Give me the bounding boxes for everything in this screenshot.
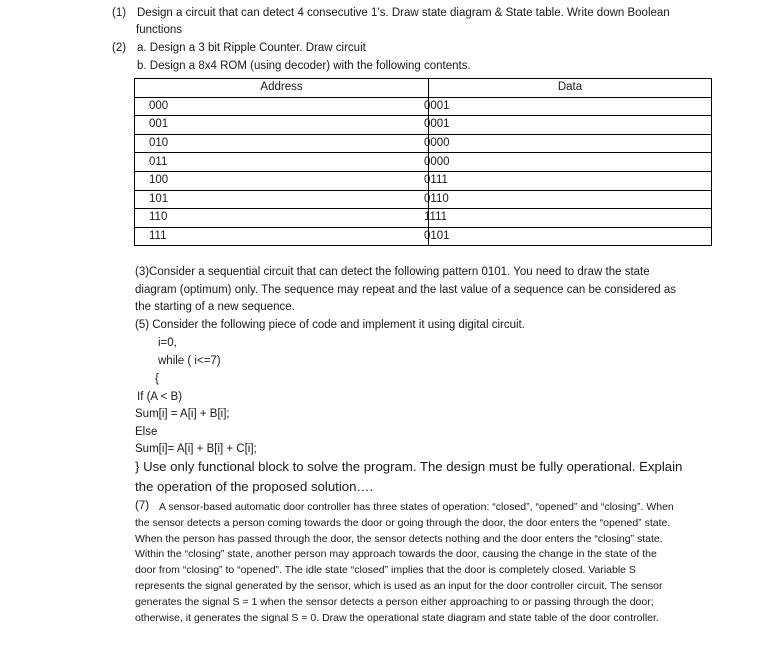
code-line: If (A < B) bbox=[137, 391, 183, 403]
data-cell: 0101 bbox=[429, 227, 712, 246]
q7-text-line: Within the “closing” state, another person may approach towards the door, causing the change in the state of the bbox=[135, 548, 657, 560]
data-cell: 1111 bbox=[429, 209, 712, 228]
q1-text-line2: functions bbox=[136, 24, 183, 36]
table-row bbox=[135, 190, 712, 209]
q2-number: (2) bbox=[112, 42, 127, 54]
rom-contents-table bbox=[134, 78, 712, 246]
address-cell: 001 bbox=[135, 116, 429, 135]
address-cell: 110 bbox=[135, 209, 429, 228]
q2b-text: b. Design a 8x4 ROM (using decoder) with the following contents. bbox=[137, 60, 471, 72]
q3-text-line2: diagram (optimum) only. The sequence may repeat and the last value of a sequence can be considered as bbox=[135, 284, 677, 296]
header-data: Data bbox=[429, 79, 712, 98]
q5-closing-line2: the operation of the proposed solution…. bbox=[135, 479, 374, 494]
table-row bbox=[135, 153, 712, 172]
table-row bbox=[135, 209, 712, 228]
data-cell: 0111 bbox=[429, 171, 712, 190]
q2a-text: a. Design a 3 bit Ripple Counter. Draw circuit bbox=[137, 42, 366, 54]
code-line: Sum[i]= A[i] + B[i] + C[i]; bbox=[135, 443, 257, 455]
q3-text-line1: (3)Consider a sequential circuit that can detect the following pattern 0101. You need to draw the state bbox=[135, 266, 650, 278]
data-cell: 0001 bbox=[429, 97, 712, 116]
q7-number: (7) bbox=[135, 500, 150, 512]
q5-closing-line1: } Use only functional block to solve the program. The design must be fully operational. Explain bbox=[135, 459, 683, 474]
table-row bbox=[135, 97, 712, 116]
data-cell: 0000 bbox=[429, 153, 712, 172]
header-address: Address bbox=[135, 79, 429, 98]
q1-number: (1) bbox=[112, 7, 127, 19]
address-cell: 010 bbox=[135, 134, 429, 153]
q7-text-line: the sensor detects a person coming towards the door or going through the door, the door enters the “opened” state. bbox=[135, 517, 671, 529]
table-row bbox=[135, 134, 712, 153]
q7-text-line: otherwise, it generates the signal S = 0. Draw the operational state diagram and state table of the door controller. bbox=[135, 612, 659, 624]
data-cell: 0000 bbox=[429, 134, 712, 153]
q7-text-line: represents the signal generated by the sensor, which is used as an input for the door controller circuit. The sensor bbox=[135, 580, 663, 592]
address-cell: 111 bbox=[135, 227, 429, 246]
code-line: Else bbox=[135, 426, 158, 438]
address-cell: 011 bbox=[135, 153, 429, 172]
code-line: while ( i<=7) bbox=[158, 355, 221, 367]
q1-text-line1: Design a circuit that can detect 4 consecutive 1’s. Draw state diagram & State table. Write down Boolean bbox=[137, 7, 670, 19]
table-row bbox=[135, 116, 712, 135]
q3-text-line3: the starting of a new sequence. bbox=[135, 301, 295, 313]
q7-text-line: generates the signal S = 1 when the sensor detects a person either approaching to or passing through the door; bbox=[135, 596, 654, 608]
address-cell: 000 bbox=[135, 97, 429, 116]
q5-intro: (5) Consider the following piece of code and implement it using digital circuit. bbox=[135, 319, 525, 331]
address-cell: 101 bbox=[135, 190, 429, 209]
code-line: { bbox=[155, 373, 159, 385]
q7-text-line: A sensor-based automatic door controller has three states of operation: “closed”, “opened” and “closing”. When bbox=[159, 501, 674, 513]
data-cell: 0110 bbox=[429, 190, 712, 209]
data-cell: 0001 bbox=[429, 116, 712, 135]
table-row bbox=[135, 227, 712, 246]
address-cell: 100 bbox=[135, 171, 429, 190]
table-row bbox=[135, 171, 712, 190]
q7-text-line: When the person has passed through the door, the sensor detects nothing and the door enters the “closing” state. bbox=[135, 533, 663, 545]
table-header-row bbox=[135, 79, 712, 98]
q7-text-line: door from “closing” to “opened”. The idle state “closed” implies that the door is completely closed. Variable S bbox=[135, 564, 636, 576]
code-line: Sum[i] = A[i] + B[i]; bbox=[135, 408, 230, 420]
code-line: i=0, bbox=[158, 337, 177, 349]
